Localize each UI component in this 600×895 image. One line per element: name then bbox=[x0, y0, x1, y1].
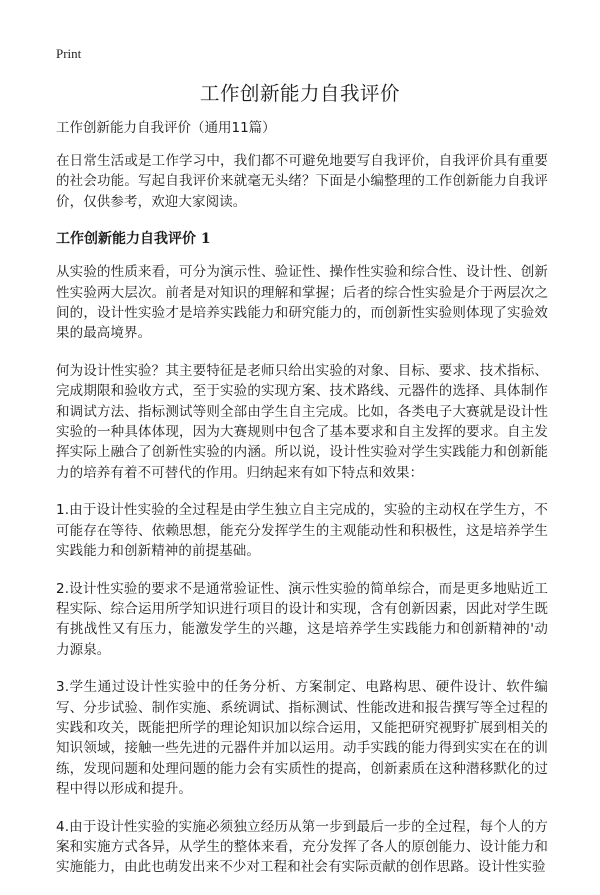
list-item-paragraph: 4.由于设计性实验的实施必须独立经历从第一步到最后一步的全过程，每个人的方案和实施方式各异，从学生的整体来看，充分发挥了各人的原创能力、设计能力和实施能力，由此也萌发出来不少对工程和社会有实际贡献的创作思路。设计性实验 bbox=[56, 818, 548, 876]
list-item-paragraph: 3.学生通过设计性实验中的任务分析、方案制定、电路构思、硬件设计、软件编写、分步试验、制作实施、系统调试、指标测试、性能改进和报告撰写等全过程的实践和攻关，既能把所学的理论知识加以综合运用，又能把研究视野扩展到相关的知识领域，接触一些先进的元器件并加以运用。动手实践的能力得到实实在在的训练，发现问题和处理问题的能力会有实质性的提高，创新素质在这种潜移默化的过程中得以形成和提升。 bbox=[56, 679, 548, 798]
article-subtitle: 工作创新能力自我评价（通用11篇） bbox=[56, 120, 276, 136]
list-item-paragraph: 1.由于设计性实验的全过程是由学生独立自主完成的，实验的主动权在学生方，不可能存在等待、依赖思想，能充分发挥学生的主观能动性和积极性，这是培养学生实践能力和创新精神的前提基础。 bbox=[56, 502, 548, 560]
page-title: 工作创新能力自我评价 bbox=[199, 82, 400, 105]
intro-paragraph: 在日常生活或是工作学习中，我们都不可避免地要写自我评价，自我评价具有重要的社会功能。写起自我评价来就毫无头绪？下面是小编整理的工作创新能力自我评价，仅供参考，欢迎大家阅读。 bbox=[56, 153, 548, 210]
paragraph: 从实验的性质来看，可分为演示性、验证性、操作性实验和综合性、设计性、创新性实验两大层次。前者是对知识的理解和掌握；后者的综合性实验是介于两层次之间的，设计性实验才是培养实践能力和研究能力的，而创新性实验则体现了实验效果的最高境界。 bbox=[56, 264, 548, 342]
list-item-paragraph: 2.设计性实验的要求不是通常验证性、演示性实验的简单综合，而是更多地贴近工程实际、综合运用所学知识进行项目的设计和实现，含有创新因素，因此对学生既有挑战性又有压力，能激发学生的兴趣，这是培养学生实践能力和创新精神的'动力源泉。 bbox=[56, 580, 548, 658]
paragraph: 何为设计性实验？其主要特征是老师只给出实验的对象、目标、要求、技术指标、完成期限和验收方式，至于实验的实现方案、技术路线、元器件的选择、具体制作和调试方法、指标测试等则全部由学生自主完成。比如，各类电子大赛就是设计性实验的一种具体体现，因为大赛规则中包含了基本要求和自主发挥的要求。自主发挥实际上融合了创新性实验的内涵。所以说，设计性实验对学生实践能力和创新能力的培养有着不可替代的作用。归纳起来有如下特点和效果： bbox=[56, 362, 548, 481]
section-heading: 工作创新能力自我评价 1 bbox=[56, 231, 211, 248]
print-link[interactable]: Print bbox=[56, 46, 82, 61]
article-body bbox=[56, 118, 548, 895]
